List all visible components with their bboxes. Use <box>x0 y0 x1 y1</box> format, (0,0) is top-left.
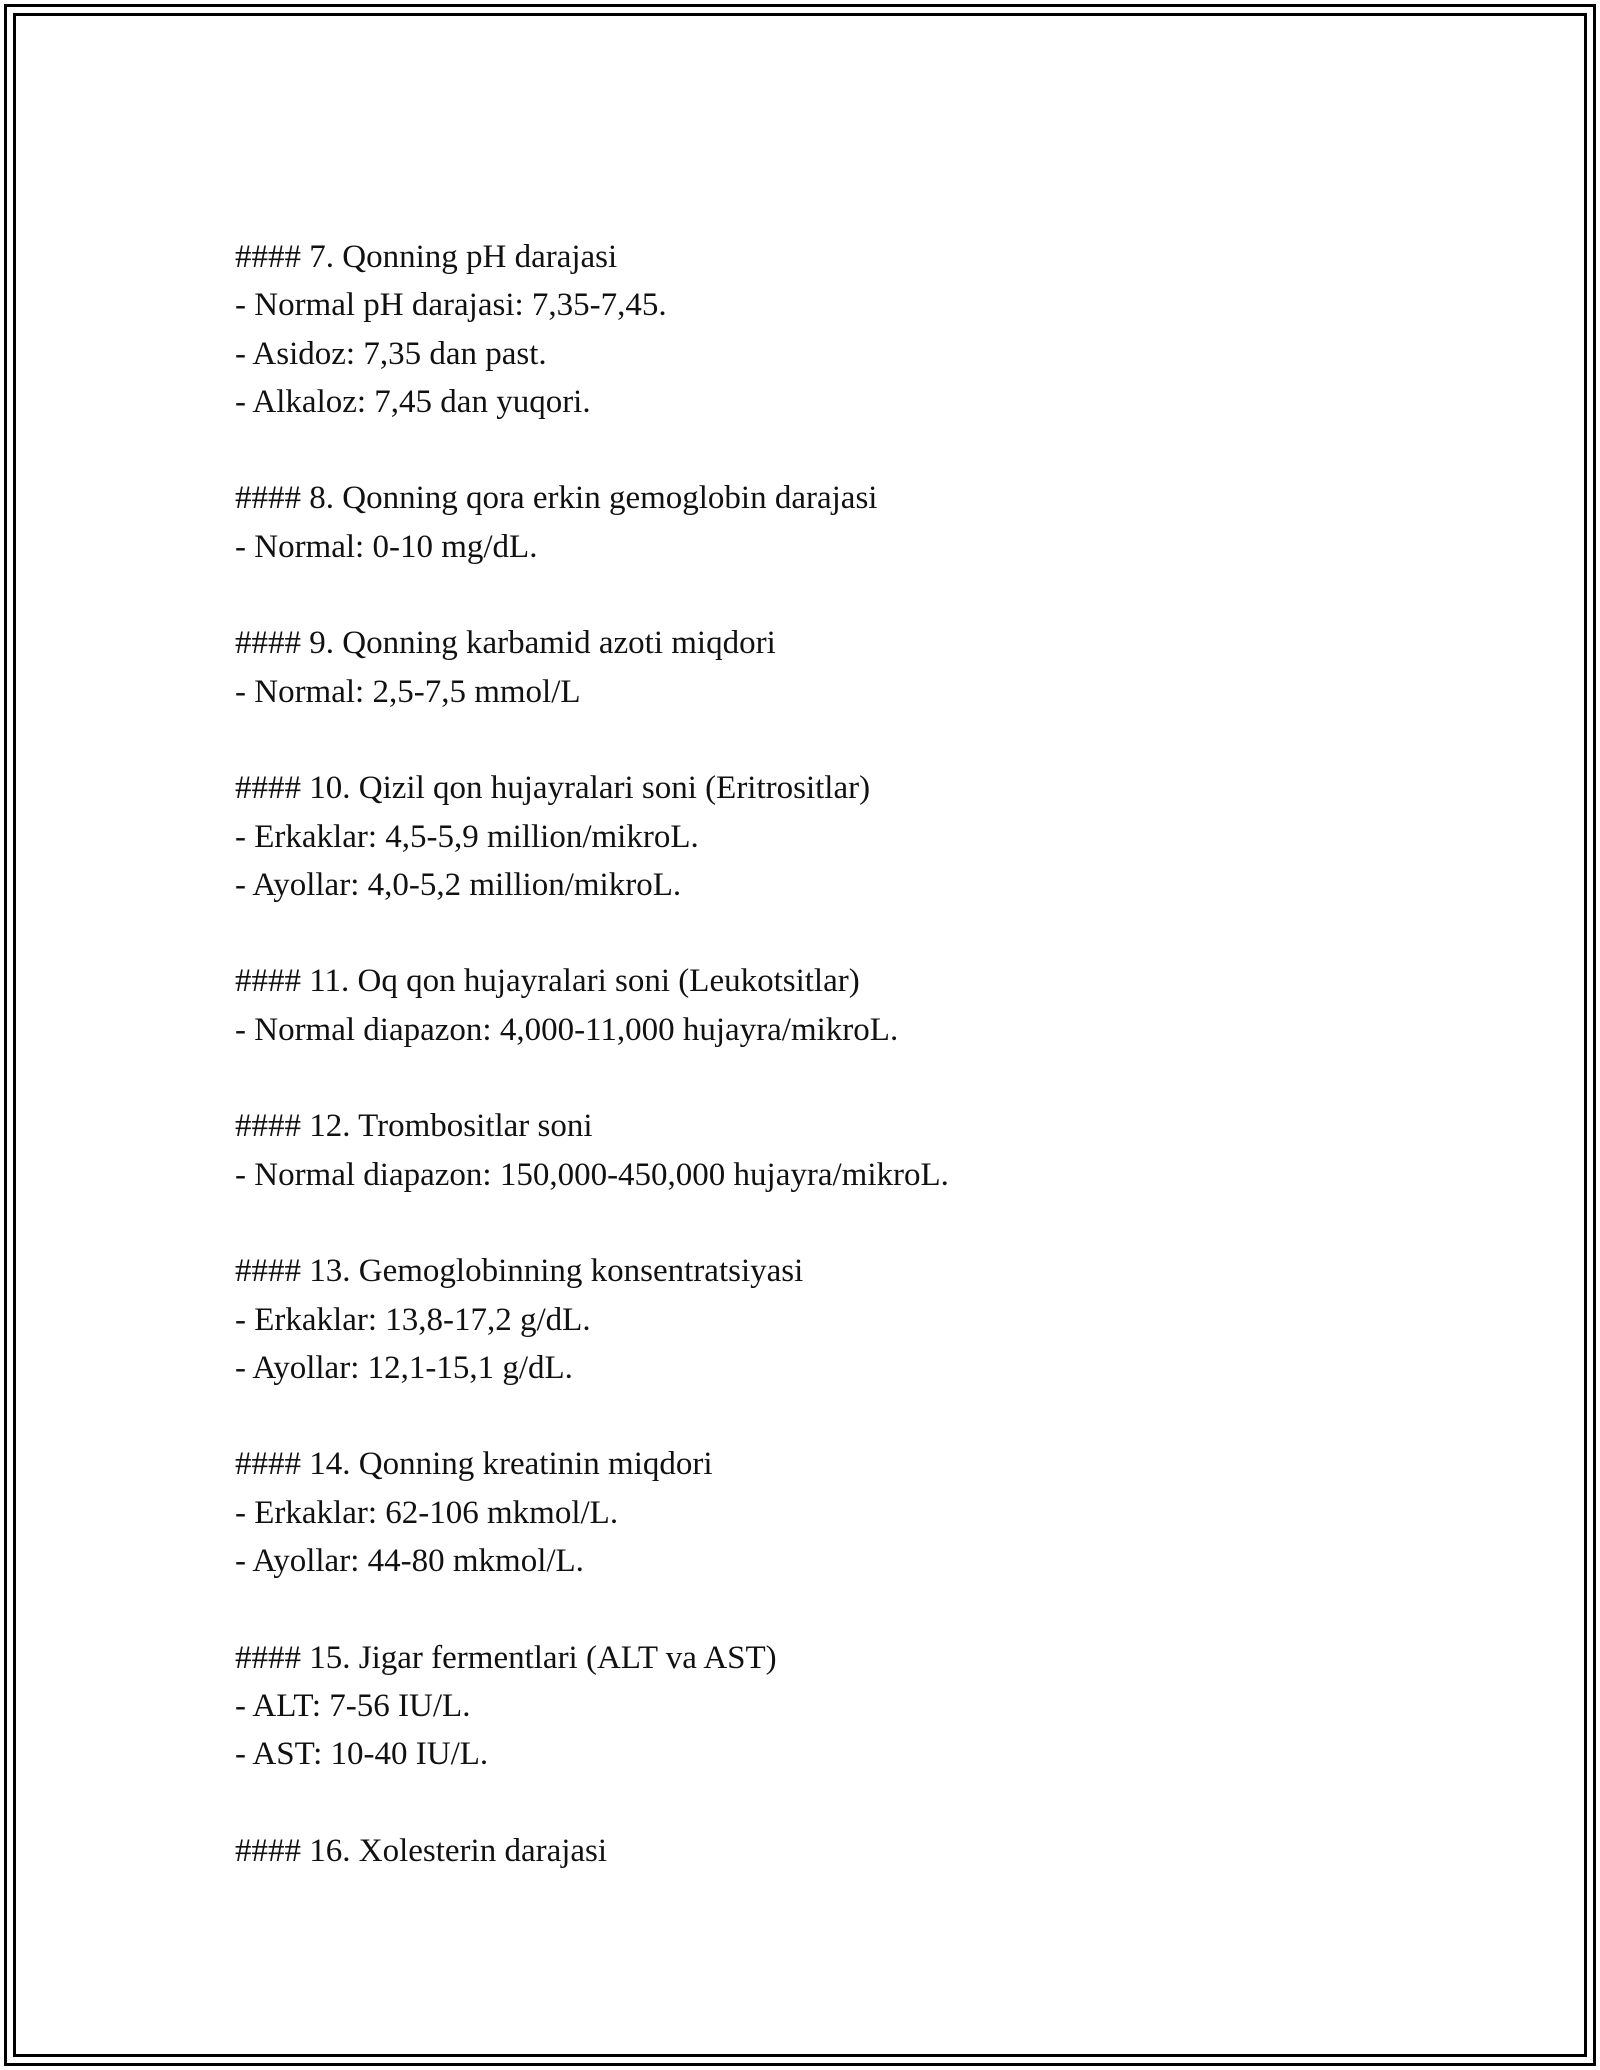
section-8 <box>235 474 1435 571</box>
section-16 <box>235 1827 1435 1875</box>
section-12 <box>235 1102 1435 1199</box>
section-heading: #### 12. Trombositlar soni <box>235 1108 593 1145</box>
section-heading: #### 10. Qizil qon hujayralari soni (Eritrositlar) <box>235 770 871 807</box>
list-item: - Normal: 0-10 mg/dL. <box>235 528 538 565</box>
section-7 <box>235 233 1435 426</box>
list-item: - Ayollar: 4,0-5,2 million/mikroL. <box>235 866 682 903</box>
list-item: - Ayollar: 44-80 mkmol/L. <box>235 1543 584 1580</box>
section-heading: #### 9. Qonning karbamid azoti miqdori <box>235 625 776 662</box>
list-item: - AST: 10-40 IU/L. <box>235 1736 489 1773</box>
list-item: - Ayollar: 12,1-15,1 g/dL. <box>235 1349 573 1386</box>
list-item: - Erkaklar: 13,8-17,2 g/dL. <box>235 1301 591 1338</box>
section-heading: #### 14. Qonning kreatinin miqdori <box>235 1446 713 1483</box>
list-item: - Normal diapazon: 4,000-11,000 hujayra/mikroL. <box>235 1011 899 1048</box>
section-15 <box>235 1634 1435 1779</box>
list-item: - Normal pH darajasi: 7,35-7,45. <box>235 287 667 324</box>
section-heading: #### 7. Qonning pH darajasi <box>235 239 618 275</box>
document-body <box>235 233 1435 1875</box>
section-heading: #### 13. Gemoglobinning konsentratsiyasi <box>235 1253 804 1290</box>
list-item: - Erkaklar: 4,5-5,9 million/mikroL. <box>235 818 699 855</box>
section-heading: #### 11. Oq qon hujayralari soni (Leukotsitlar) <box>235 963 860 1000</box>
list-item: - Normal diapazon: 150,000-450,000 hujayra/mikroL. <box>235 1156 949 1193</box>
section-10 <box>235 764 1435 909</box>
section-13 <box>235 1247 1435 1392</box>
section-9 <box>235 619 1435 716</box>
section-heading: #### 16. Xolesterin darajasi <box>235 1832 608 1869</box>
list-item: - Asidoz: 7,35 dan past. <box>235 335 547 372</box>
list-item: - Normal: 2,5-7,5 mmol/L <box>235 673 581 710</box>
list-item: - Alkaloz: 7,45 dan yuqori. <box>235 383 591 420</box>
list-item: - ALT: 7-56 IU/L. <box>235 1687 471 1724</box>
section-11 <box>235 957 1435 1054</box>
section-heading: #### 15. Jigar fermentlari (ALT va AST) <box>235 1639 777 1676</box>
section-heading: #### 8. Qonning qora erkin gemoglobin darajasi <box>235 480 878 517</box>
list-item: - Erkaklar: 62-106 mkmol/L. <box>235 1494 619 1531</box>
section-14 <box>235 1440 1435 1585</box>
